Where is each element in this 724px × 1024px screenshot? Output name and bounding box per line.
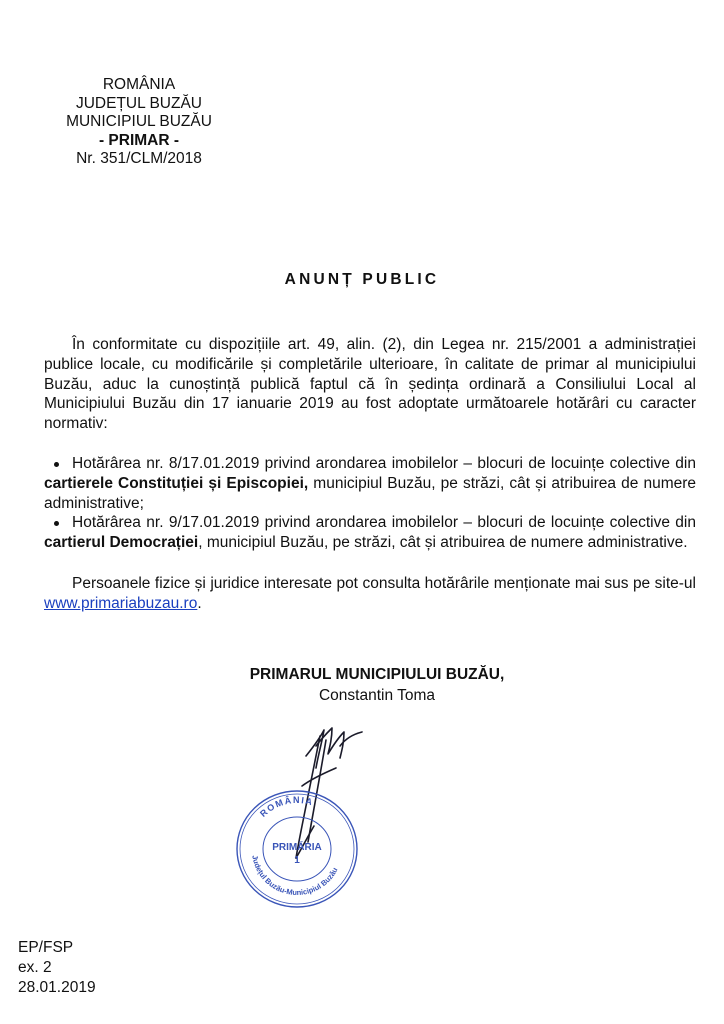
footer-copies: ex. 2	[18, 959, 52, 976]
list-item	[44, 513, 696, 553]
signatory-title: PRIMARUL MUNICIPIULUI BUZĂU,	[249, 666, 505, 683]
decision-highlight: cartierul Democrației	[44, 534, 199, 552]
stamp-center-text: PRIMĂRIA	[272, 842, 322, 853]
stamp-number: 1	[294, 855, 300, 866]
letterhead-municipality: MUNICIPIUL BUZĂU	[66, 113, 212, 130]
stamp-ring-text: Județul Buzău-Municipiul Buzău	[250, 854, 340, 898]
registration-number: Nr. 351/CLM/2018	[76, 150, 202, 167]
closing-text: Persoanele fizice și juridice interesate pot consulta hotărârile menționate mai sus pe site-ul	[72, 575, 696, 592]
letterhead-county: JUDEȚUL BUZĂU	[75, 94, 203, 112]
bullet-icon	[54, 462, 59, 467]
intro-paragraph: În conformitate cu dispozițiile art. 49, alin. (2), din Legea nr. 215/2001 a administrației publice locale, cu modificările și completările ulterioare, în calitate de primar al municipiului Buzău, aduc la cunoștință publică faptul că în ședința ordinară a Consiliului Local al Municipiului Buzău din 17 ianuarie 2019 au fost adoptate următoarele hotărâri cu caracter normativ:	[44, 336, 696, 433]
footer-initials: EP/FSP	[18, 939, 74, 956]
stamp-top-text: ROMÂNIA	[258, 794, 315, 819]
list-item	[44, 454, 696, 513]
letterhead	[44, 76, 234, 169]
document-title: ANUNȚ PUBLIC	[284, 271, 440, 288]
footer-date: 28.01.2019	[18, 979, 96, 996]
decision-highlight: cartierele Constituției și Episcopiei,	[44, 474, 309, 492]
decision-text: Hotărârea nr. 9/17.01.2019 privind arondarea imobilelor – blocuri de locuințe colective din	[72, 514, 696, 532]
signature-block	[170, 664, 584, 706]
signatory-name: Constantin Toma	[318, 687, 436, 704]
decision-list	[44, 454, 696, 553]
decision-text-end: , municipiul Buzău, pe străzi, cât și atribuirea de numere administrative.	[198, 534, 688, 552]
letterhead-role: - PRIMAR -	[98, 131, 180, 149]
decision-text: Hotărârea nr. 8/17.01.2019 privind arondarea imobilelor – blocuri de locuințe colective din	[72, 455, 696, 472]
decision-text-end: municipiul Buzău, pe străzi, cât și atribuirea de numere administrative;	[44, 474, 697, 512]
website-link[interactable]: www.primariabuzau.ro	[44, 594, 198, 612]
document-footer	[18, 938, 96, 998]
closing-period: .	[197, 594, 202, 612]
official-stamp	[232, 786, 362, 912]
closing-paragraph	[44, 574, 696, 614]
bullet-icon	[54, 521, 59, 526]
letterhead-country: ROMÂNIA	[102, 76, 176, 93]
